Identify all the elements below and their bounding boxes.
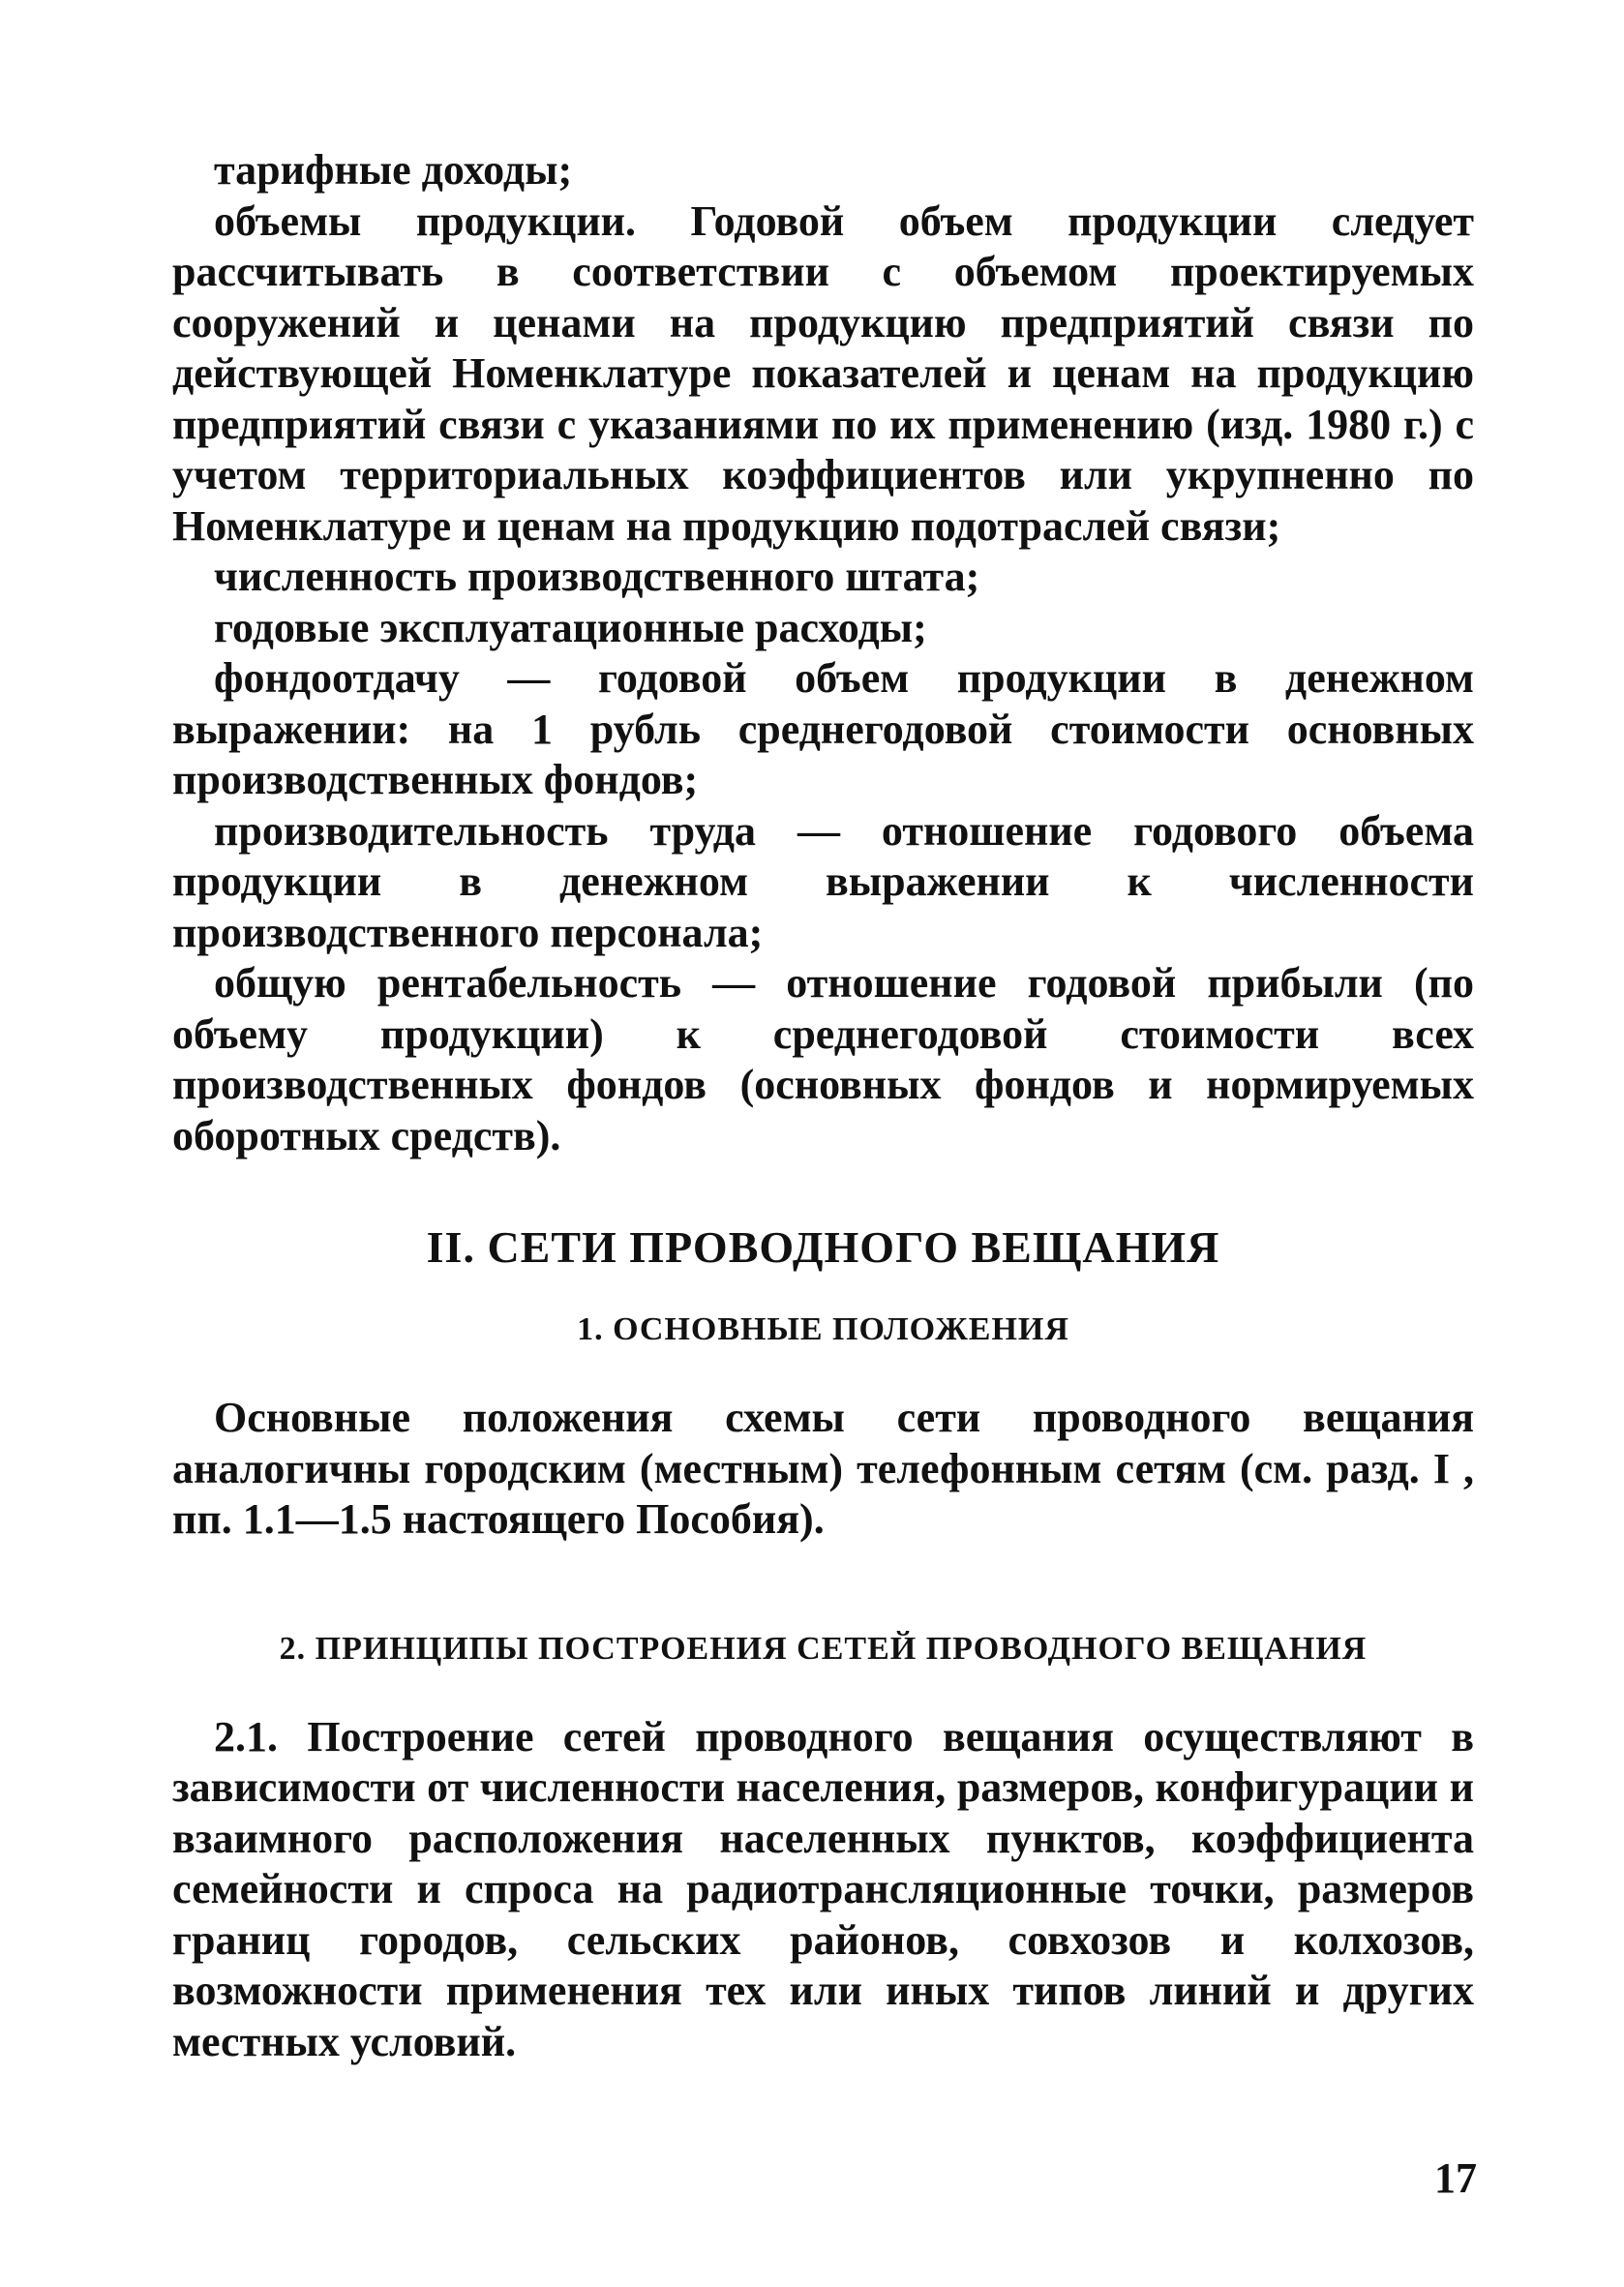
list-item: численность производственного штата;	[214, 553, 980, 600]
list-item: объемы продукции. Годовой объем продукции следует рассчитывать в соответствии с объемом проектируемых сооружений и ценами на продукцию предприятий связи по действующей Номенклатуре показателей и ценам на продукцию предприятий связи с указаниями по их применению (изд. 1980 г.) с учетом территориальных коэффициентов или укрупненно по Номенклатуре и ценам на продукцию подотраслей связи;	[172, 196, 1474, 550]
document-page	[172, 145, 1474, 2067]
list-item: общую рентабельность — отношение годовой прибыли (по объему продукции) к среднегодовой стоимости всех производственных фондов (основных фондов и нормируемых оборотных средств).	[172, 959, 1474, 1159]
subsection-title-principles: 2. ПРИНЦИПЫ ПОСТРОЕНИЯ СЕТЕЙ ПРОВОДНОГО ВЕЩАНИЯ	[279, 1630, 1368, 1667]
subsection-principles-text: 2.1. Построение сетей проводного вещания осуществляют в зависимости от численности населения, размеров, конфигурации и взаимного расположения населенных пунктов, коэффициента семейности и спроса на радиотрансляционные точки, размеров границ городов, сельских районов, совхозов и колхозов, возможности применения тех или иных типов линий и других местных условий.	[172, 1712, 1474, 2065]
section-title: II. СЕТИ ПРОВОДНОГО ВЕЩАНИЯ	[426, 1222, 1220, 1272]
page-number: 17	[1434, 2154, 1477, 2202]
subsection-basic-text: Основные положения схемы сети проводного вещания аналогичны городским (местным) телефонным сетям (см. разд. I , пп. 1.1—1.5 настоящего Пособия).	[172, 1394, 1474, 1543]
subsection-title-basic: 1. ОСНОВНЫЕ ПОЛОЖЕНИЯ	[577, 1311, 1069, 1347]
list-item: фондоотдачу — годовой объем продукции в денежном выражении: на 1 рубль среднегодовой стоимости основных производственных фондов;	[172, 654, 1474, 803]
list-item: тарифные доходы;	[214, 146, 573, 194]
list-item: годовые эксплуатационные расходы;	[214, 603, 927, 651]
list-item: производительность труда — отношение годового объема продукции в денежном выражении к численности производственного персонала;	[172, 806, 1474, 956]
